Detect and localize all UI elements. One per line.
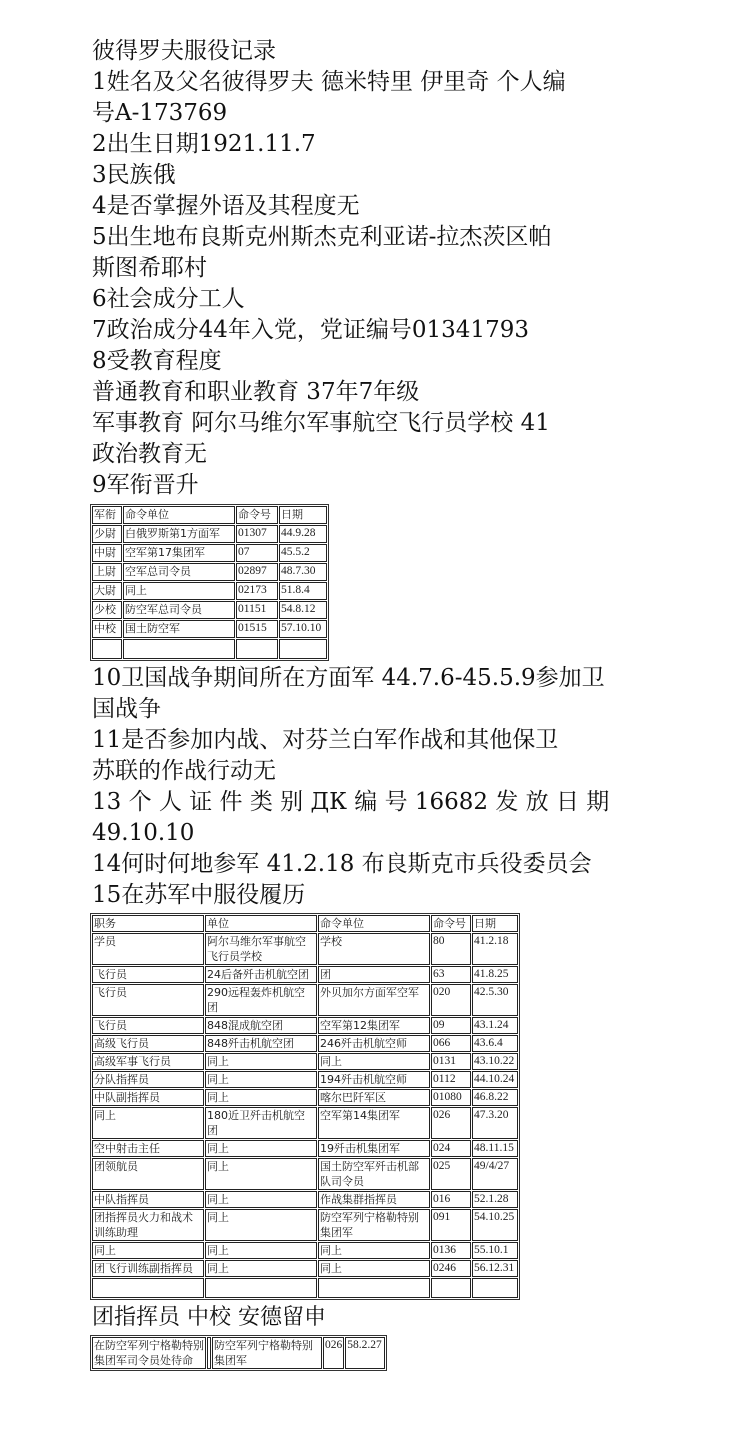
service-history-table — [90, 913, 520, 1300]
cell-order-unit: 同上 — [318, 1260, 430, 1277]
field-11-other-wars-cont: 苏联的作战行动无 — [92, 758, 276, 784]
cell-unit — [205, 1278, 317, 1298]
header-position: 职务 — [92, 915, 204, 932]
cell-order-no: 0136 — [431, 1242, 471, 1259]
cell-unit: 同上 — [205, 1089, 317, 1106]
cell-order-no: 020 — [431, 984, 471, 1016]
cell-order-unit: 防空军总司令员 — [123, 601, 235, 619]
cell-date: 43.6.4 — [472, 1035, 518, 1052]
field-2-birth-date: 2出生日期1921.11.7 — [92, 131, 316, 157]
field-15-service-history: 15在苏军中服役履历 — [92, 882, 306, 908]
table-row — [92, 1071, 518, 1088]
cell-order-no — [236, 639, 278, 659]
cell-order-unit: 19歼击机集团军 — [318, 1140, 430, 1157]
table-row-empty — [92, 1278, 518, 1298]
field-8-political-education: 政治教育无 — [92, 441, 207, 467]
cell-order-no: 066 — [431, 1035, 471, 1052]
cell-order-no: 01080 — [431, 1089, 471, 1106]
cell-order-unit: 学校 — [318, 933, 430, 965]
table-row — [92, 933, 518, 965]
cell-date: 46.8.22 — [472, 1089, 518, 1106]
cell-unit: 同上 — [205, 1242, 317, 1259]
field-13-id-document: 13 个 人 证 件 类 别 ДК 编 号 16682 发 放 日 期 — [92, 789, 610, 815]
cell-date: 45.5.2 — [279, 544, 327, 562]
cell-date: 44.9.28 — [279, 525, 327, 543]
cell-order-no: 63 — [431, 966, 471, 983]
cell-order-unit: 空军第12集团军 — [318, 1017, 430, 1034]
field-14-enlistment: 14何时何地参军 41.2.18 布良斯克市兵役委员会 — [92, 851, 592, 877]
cell-order-unit: 空军第17集团军 — [123, 544, 235, 562]
cell-date: 47.3.20 — [472, 1107, 518, 1139]
cell-unit: 阿尔马维尔军事航空飞行员学校 — [205, 933, 317, 965]
cell-unit: 同上 — [205, 1053, 317, 1070]
table-row — [92, 601, 327, 619]
field-4-languages: 4是否掌握外语及其程度无 — [92, 193, 360, 219]
table-row — [92, 525, 327, 543]
cell-order-unit: 白俄罗斯第1方面军 — [123, 525, 235, 543]
cell-date: 42.5.30 — [472, 984, 518, 1016]
cell-rank: 少尉 — [92, 525, 122, 543]
table-row — [92, 544, 327, 562]
field-13-issue-date: 49.10.10 — [92, 820, 195, 846]
cell-order-unit: 防空军列宁格勒特别集团军 — [318, 1209, 430, 1241]
cell-unit: 同上 — [205, 1158, 317, 1190]
cell-rank: 大尉 — [92, 582, 122, 600]
header-rank: 军衔 — [92, 506, 122, 524]
cell-date: 43.10.22 — [472, 1053, 518, 1070]
cell-order-no: 026 — [323, 1337, 344, 1369]
cell-order-unit: 作战集群指挥员 — [318, 1191, 430, 1208]
cell-position: 飞行员 — [92, 966, 204, 983]
header-date: 日期 — [279, 506, 327, 524]
table-row — [92, 1260, 518, 1277]
cell-position — [92, 1278, 204, 1298]
cell-position: 同上 — [92, 1107, 204, 1139]
cell-rank: 中校 — [92, 620, 122, 638]
cell-unit: 848歼击机航空团 — [205, 1035, 317, 1052]
service-record-document — [92, 36, 652, 1371]
cell-position: 飞行员 — [92, 984, 204, 1016]
cell-order-no: 80 — [431, 933, 471, 965]
cell-rank — [92, 639, 122, 659]
current-post: 团指挥员 中校 安德留申 — [92, 1305, 326, 1330]
header-order-no: 命令号 — [431, 915, 471, 932]
header-order-unit: 命令单位 — [123, 506, 235, 524]
current-assignment-table — [90, 1335, 387, 1371]
cell-order-no: 09 — [431, 1017, 471, 1034]
table-row — [92, 1158, 518, 1190]
cell-date: 43.1.24 — [472, 1017, 518, 1034]
cell-date: 48.7.30 — [279, 563, 327, 581]
cell-position: 中队副指挥员 — [92, 1089, 204, 1106]
cell-order-unit: 194歼击机航空师 — [318, 1071, 430, 1088]
cell-order-unit: 国土防空军歼击机部队司令员 — [318, 1158, 430, 1190]
cell-order-no: 0246 — [431, 1260, 471, 1277]
cell-date: 54.8.12 — [279, 601, 327, 619]
cell-unit: 同上 — [205, 1140, 317, 1157]
cell-order-no: 026 — [431, 1107, 471, 1139]
table-row — [92, 1017, 518, 1034]
cell-order-unit — [318, 1278, 430, 1298]
cell-unit: 同上 — [205, 1071, 317, 1088]
cell-date: 49/4/27 — [472, 1158, 518, 1190]
field-8-general-education: 普通教育和职业教育 37年7年级 — [92, 379, 420, 405]
cell-order-no: 016 — [431, 1191, 471, 1208]
cell-order-no: 01151 — [236, 601, 278, 619]
cell-order-unit: 防空军列宁格勒特别集团军 — [212, 1337, 322, 1369]
header-order-no: 命令号 — [236, 506, 278, 524]
cell-position: 在防空军列宁格勒特别集团军司令员处待命 — [94, 1339, 204, 1367]
field-5-birthplace: 5出生地布良斯克州斯杰克利亚诺-拉杰茨区帕 — [92, 224, 552, 250]
table-row — [92, 984, 518, 1016]
cell-order-no: 01307 — [236, 525, 278, 543]
cell-date — [279, 639, 327, 659]
field-8-military-education: 军事教育 阿尔马维尔军事航空飞行员学校 41 — [92, 410, 550, 436]
cell-position: 中队指挥员 — [92, 1191, 204, 1208]
cell-date: 54.10.25 — [472, 1209, 518, 1241]
table-header-row — [92, 506, 327, 524]
table-row — [92, 1089, 518, 1106]
field-9-promotions: 9军衔晋升 — [92, 472, 199, 498]
cell-position: 空中射击主任 — [92, 1140, 204, 1157]
field-10-front-cont: 国战争 — [92, 696, 161, 722]
cell-date — [472, 1278, 518, 1298]
cell-date: 56.12.31 — [472, 1260, 518, 1277]
cell-unit: 848混成航空团 — [205, 1017, 317, 1034]
cell-date: 48.11.15 — [472, 1140, 518, 1157]
table-header-row — [92, 915, 518, 932]
header-date: 日期 — [472, 915, 518, 932]
cell-position: 飞行员 — [92, 1017, 204, 1034]
cell-unit: 290远程轰炸机航空团 — [205, 984, 317, 1016]
cell-date: 44.10.24 — [472, 1071, 518, 1088]
cell-date: 58.2.27 — [345, 1337, 385, 1369]
cell-order-unit: 空军第14集团军 — [318, 1107, 430, 1139]
cell-order-unit: 同上 — [318, 1242, 430, 1259]
header-unit: 单位 — [205, 915, 317, 932]
cell-order-no: 024 — [431, 1140, 471, 1157]
field-8-education: 8受教育程度 — [92, 348, 222, 374]
cell-order-unit: 团 — [318, 966, 430, 983]
cell-unit: 同上 — [205, 1209, 317, 1241]
cell-unit: 同上 — [205, 1260, 317, 1277]
table-row — [92, 1209, 518, 1241]
cell-order-unit: 喀尔巴阡军区 — [318, 1089, 430, 1106]
cell-date: 51.8.4 — [279, 582, 327, 600]
cell-order-no: 0112 — [431, 1071, 471, 1088]
field-5-birthplace-cont: 斯图希耶村 — [92, 255, 207, 281]
cell-order-unit: 空军总司令员 — [123, 563, 235, 581]
cell-position: 团飞行训练副指挥员 — [92, 1260, 204, 1277]
cell-order-no: 025 — [431, 1158, 471, 1190]
table-row — [92, 1191, 518, 1208]
cell-date: 41.2.18 — [472, 933, 518, 965]
cell-position: 团领航员 — [92, 1158, 204, 1190]
cell-order-no: 0131 — [431, 1053, 471, 1070]
cell-order-no — [431, 1278, 471, 1298]
cell-rank: 上尉 — [92, 563, 122, 581]
cell-order-no: 07 — [236, 544, 278, 562]
field-11-other-wars: 11是否参加内战、对芬兰白军作战和其他保卫 — [92, 727, 559, 753]
table-row — [92, 1053, 518, 1070]
cell-order-unit — [123, 639, 235, 659]
table-row — [92, 966, 518, 983]
cell-order-unit: 同上 — [318, 1053, 430, 1070]
cell-order-no: 01515 — [236, 620, 278, 638]
cell-position: 学员 — [92, 933, 204, 965]
cell-unit: 24后备歼击机航空团 — [205, 966, 317, 983]
cell-order-unit: 246歼击机航空师 — [318, 1035, 430, 1052]
rank-promotion-table — [90, 504, 329, 661]
cell-order-unit: 同上 — [123, 582, 235, 600]
cell-position: 同上 — [92, 1242, 204, 1259]
cell-position: 分队指挥员 — [92, 1071, 204, 1088]
cell-unit: 180近卫歼击机航空团 — [205, 1107, 317, 1139]
cell-position: 高级军事飞行员 — [92, 1053, 204, 1070]
document-title: 彼得罗夫服役记录 — [92, 38, 276, 64]
cell-date: 57.10.10 — [279, 620, 327, 638]
cell-unit: 同上 — [205, 1191, 317, 1208]
cell-position: 高级飞行员 — [92, 1035, 204, 1052]
table-row — [92, 563, 327, 581]
field-3-nationality: 3民族俄 — [92, 162, 176, 188]
cell-order-unit: 国土防空军 — [123, 620, 235, 638]
table-row — [92, 620, 327, 638]
cell-position: 团指挥员火力和战术训练助理 — [92, 1209, 204, 1241]
field-10-front: 10卫国战争期间所在方面军 44.7.6-45.5.9参加卫 — [92, 665, 605, 691]
table-row — [92, 1140, 518, 1157]
field-6-social-class: 6社会成分工人 — [92, 286, 245, 312]
table-row — [92, 1337, 385, 1369]
cell-order-no: 02173 — [236, 582, 278, 600]
cell-order-no: 02897 — [236, 563, 278, 581]
cell-rank: 少校 — [92, 601, 122, 619]
cell-date: 55.10.1 — [472, 1242, 518, 1259]
table-row — [92, 1107, 518, 1139]
table-row — [92, 1035, 518, 1052]
cell-rank: 中尉 — [92, 544, 122, 562]
field-1-name: 1姓名及父名彼得罗夫 德米特里 伊里奇 个人编 — [92, 69, 566, 95]
table-row-empty — [92, 639, 327, 659]
cell-date: 52.1.28 — [472, 1191, 518, 1208]
cell-order-unit: 外贝加尔方面军空军 — [318, 984, 430, 1016]
field-7-party: 7政治成分44年入党，党证编号01341793 — [92, 317, 529, 343]
table-row — [92, 1242, 518, 1259]
header-order-unit: 命令单位 — [318, 915, 430, 932]
cell-order-no: 091 — [431, 1209, 471, 1241]
field-1-personal-number: 号A-173769 — [92, 100, 228, 126]
table-row — [92, 582, 327, 600]
cell-unit — [207, 1337, 211, 1369]
cell-date: 41.8.25 — [472, 966, 518, 983]
